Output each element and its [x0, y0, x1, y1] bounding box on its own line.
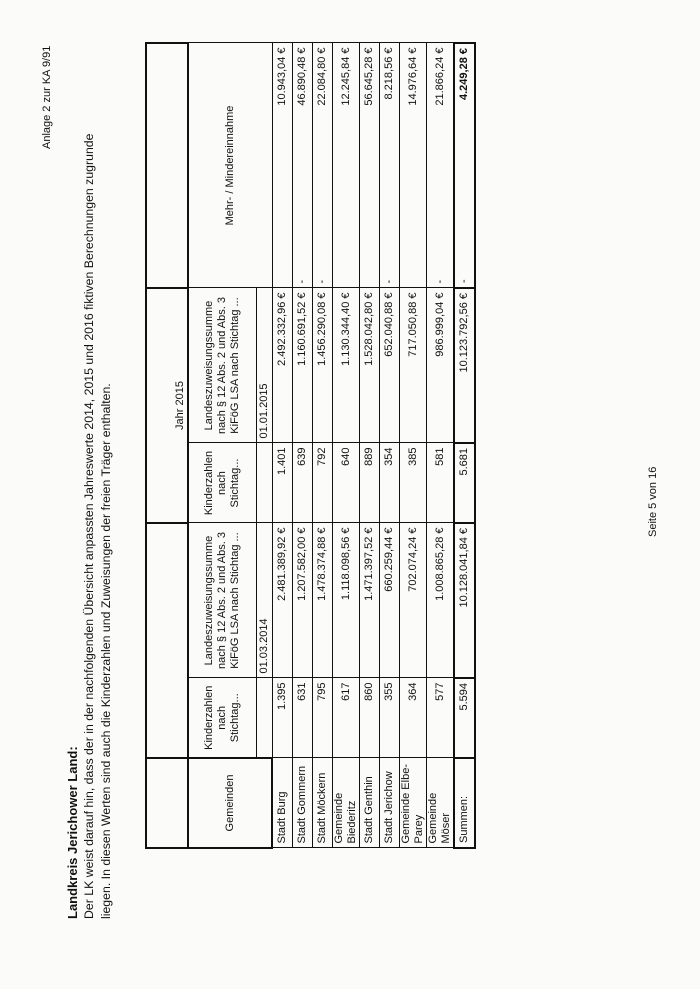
landes-2014-cell: 1.471.397,52 €	[360, 523, 380, 678]
kinder-2015-cell: 639	[293, 443, 313, 523]
landes-2014-cell: 660.259,44 €	[380, 523, 400, 678]
mehr-minder-cell	[313, 43, 333, 288]
allocation-table	[145, 42, 476, 849]
intro-text-line-1: Der LK weist darauf hin, dass der in der nachfolgenden Übersicht anpassten Jahreswerte 2014, 2015 und 2016 fiktiven Berechnungen zugrunde	[82, 133, 96, 919]
kinder-2015-cell: 385	[400, 443, 427, 523]
section-heading: Landkreis Jerichower Land:	[65, 746, 80, 919]
gemeinde-cell: Stadt Möckern	[313, 758, 333, 848]
gemeinde-cell: Summen:	[454, 758, 475, 848]
header-kinder-2015: Kinderzahlen nach Stichtag...	[188, 443, 256, 523]
difference-value: 10.943,04 €	[275, 47, 288, 106]
kinder-2014-cell: 5.594	[454, 678, 475, 758]
table-row	[380, 43, 400, 848]
landes-2014-cell: 1.008.865,28 €	[427, 523, 455, 678]
year-2015-header: Jahr 2015	[146, 288, 188, 523]
header-landes-2015: Landeszuweisungssumme nach § 12 Abs. 2 und Abs. 3 KiFöG LSA nach Stichtag ...	[188, 288, 256, 443]
sign-marker: -	[458, 279, 470, 283]
intro-text-line-2: liegen. In diesen Werten sind auch die Kinderzahlen und Zuweisungen der freien Träger enthalten.	[99, 383, 113, 919]
landes-2014-cell: 1.207.582,00 €	[293, 523, 313, 678]
landes-2015-cell: 10.123.792,56 €	[454, 288, 475, 443]
table-row	[427, 43, 455, 848]
date-2015: 01.01.2015	[256, 288, 272, 443]
landes-2015-cell: 652.040,88 €	[380, 288, 400, 443]
landes-2015-cell: 1.528.042,80 €	[360, 288, 380, 443]
sum-row	[454, 43, 475, 848]
difference-value: 14.976,64 €	[406, 47, 419, 106]
kinder-2015-cell: 581	[427, 443, 455, 523]
kinder-2014-cell: 1.395	[272, 678, 293, 758]
gemeinde-cell: Gemeinde Biederitz	[333, 758, 360, 848]
landes-2014-cell: 702.074,24 €	[400, 523, 427, 678]
mehr-minder-cell	[360, 43, 380, 288]
kinder-2014-cell: 355	[380, 678, 400, 758]
table-row	[333, 43, 360, 848]
kinder-2015-cell: 5.681	[454, 443, 475, 523]
annex-reference: Anlage 2 zur KA 9/91	[41, 45, 53, 149]
table-row	[272, 43, 293, 848]
gemeinde-cell: Gemeinde Elbe-Parey	[400, 758, 427, 848]
mehr-minder-cell	[293, 43, 313, 288]
kinder-2015-cell: 792	[313, 443, 333, 523]
table-row	[293, 43, 313, 848]
kinder-2014-cell: 617	[333, 678, 360, 758]
kinder-2014-cell: 631	[293, 678, 313, 758]
landes-2015-cell: 2.492.332,96 €	[272, 288, 293, 443]
difference-value: 46.890,48 €	[296, 47, 308, 106]
mehr-minder-cell	[400, 43, 427, 288]
landes-2014-cell: 1.478.374,88 €	[313, 523, 333, 678]
mehr-minder-cell	[454, 43, 475, 288]
kinder-2014-cell: 577	[427, 678, 455, 758]
difference-value: 4.249,28 €	[458, 48, 470, 100]
kinder-2015-cell: 1.401	[272, 443, 293, 523]
gemeinde-cell: Stadt Genthin	[360, 758, 380, 848]
header-landes-2014: Landeszuweisungssumme nach § 12 Abs. 2 und Abs. 3 KiFöG LSA nach Stichtag ...	[188, 523, 256, 678]
mehr-minder-cell	[333, 43, 360, 288]
header-kinder-2014: Kinderzahlen nach Stichtag...	[188, 678, 256, 758]
sign-marker: -	[316, 279, 328, 284]
sign-marker: -	[296, 279, 308, 284]
kinder-2015-cell: 889	[360, 443, 380, 523]
landes-2014-cell: 10.128.041,84 €	[454, 523, 475, 678]
sign-marker: -	[433, 279, 446, 284]
kinder-2014-cell: 795	[313, 678, 333, 758]
gemeinde-cell: Stadt Gommern	[293, 758, 313, 848]
difference-value: 12.245,84 €	[339, 47, 352, 106]
difference-value: 22.084,80 €	[316, 47, 328, 106]
mehr-minder-cell	[380, 43, 400, 288]
gemeinde-cell: Gemeinde Möser	[427, 758, 455, 848]
landes-2015-cell: 717.050,88 €	[400, 288, 427, 443]
landes-2015-cell: 1.160.691,52 €	[293, 288, 313, 443]
landes-2015-cell: 986.999,04 €	[427, 288, 455, 443]
mehr-minder-cell	[427, 43, 455, 288]
kinder-2015-cell: 640	[333, 443, 360, 523]
gemeinde-cell: Stadt Jerichow	[380, 758, 400, 848]
difference-value: 56.645,28 €	[363, 47, 375, 106]
date-2014: 01.03.2014	[256, 523, 272, 678]
gemeinde-cell: Stadt Burg	[272, 758, 293, 848]
table-row	[313, 43, 333, 848]
kinder-2014-cell: 364	[400, 678, 427, 758]
table-row	[360, 43, 380, 848]
kinder-2015-cell: 354	[380, 443, 400, 523]
mehr-minder-cell	[272, 43, 293, 288]
header-mehr-minder: Mehr- / Mindereinnahme	[188, 43, 272, 288]
kinder-2014-cell: 860	[360, 678, 380, 758]
landes-2015-cell: 1.456.290,08 €	[313, 288, 333, 443]
difference-value: 21.866,24 €	[433, 47, 446, 106]
sign-marker: -	[383, 279, 395, 284]
landes-2014-cell: 2.481.389,92 €	[272, 523, 293, 678]
difference-value: 8.218,56 €	[383, 47, 395, 100]
landes-2015-cell: 1.130.344,40 €	[333, 288, 360, 443]
landes-2014-cell: 1.118.098,56 €	[333, 523, 360, 678]
page-number: Seite 5 von 16	[647, 466, 659, 537]
header-gemeinden: Gemeinden	[188, 758, 272, 848]
table-row	[400, 43, 427, 848]
